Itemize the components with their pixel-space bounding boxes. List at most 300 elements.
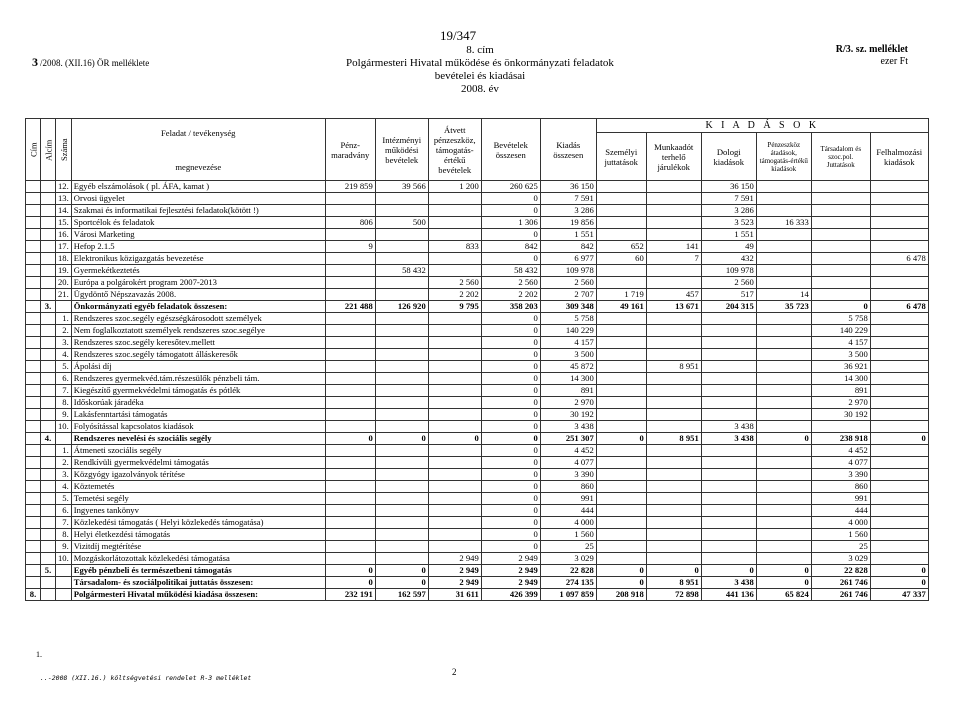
col-penzmaradvany: Pénz-maradvány [325, 119, 375, 181]
table-body [26, 181, 929, 601]
cell-cim [26, 361, 41, 373]
cell-cim [26, 205, 41, 217]
cell-penzmaradvany: 0 [325, 433, 375, 445]
cell-bevetelek: 842 [481, 241, 540, 253]
cell-cim [26, 493, 41, 505]
cell-atvett [428, 253, 481, 265]
cell-felhalmozasi [870, 397, 928, 409]
cell-tarsadalom: 140 229 [811, 325, 870, 337]
cell-munkaado [646, 529, 701, 541]
cell-szama: 4. [56, 481, 72, 493]
cell-name: Nem foglalkoztatott személyek rendszeres szoc.segélye [71, 325, 325, 337]
col-bevetelek: Bevételek összesen [481, 119, 540, 181]
cell-penzmaradvany [325, 361, 375, 373]
header-left [32, 55, 149, 70]
table-row [26, 481, 929, 493]
cell-dologi [701, 409, 756, 421]
cell-bevetelek: 0 [481, 349, 540, 361]
cell-felhalmozasi [870, 193, 928, 205]
cell-kiadas: 274 135 [540, 577, 596, 589]
cell-name: Hefop 2.1.5 [71, 241, 325, 253]
cell-szama: 14. [56, 205, 72, 217]
cell-cim [26, 553, 41, 565]
cell-penzmaradvany [325, 265, 375, 277]
cell-cim [26, 325, 41, 337]
cell-atvett [428, 361, 481, 373]
col-szemelyi: Személyi juttatások [596, 133, 646, 181]
cell-atvett [428, 325, 481, 337]
cell-alcim [41, 553, 56, 565]
cell-intezmenyi [375, 397, 428, 409]
cell-szama: 17. [56, 241, 72, 253]
cell-szemelyi [596, 517, 646, 529]
cell-atvett [428, 205, 481, 217]
table-row [26, 529, 929, 541]
cell-cim [26, 481, 41, 493]
cell-felhalmozasi [870, 277, 928, 289]
cell-intezmenyi: 162 597 [375, 589, 428, 601]
cell-penzmaradvany: 0 [325, 577, 375, 589]
cell-dologi [701, 373, 756, 385]
cell-intezmenyi [375, 529, 428, 541]
table-row [26, 325, 929, 337]
cell-tarsadalom: 3 390 [811, 469, 870, 481]
cell-szama: 3. [56, 469, 72, 481]
cell-cim [26, 349, 41, 361]
col-atvett: Átvett pénzeszköz, támogatás-értékű bevételek [428, 119, 481, 181]
cell-szama: 13. [56, 193, 72, 205]
cell-dologi [701, 541, 756, 553]
cell-munkaado [646, 265, 701, 277]
cell-dologi [701, 349, 756, 361]
cell-penzmaradvany [325, 481, 375, 493]
cell-name: Helyi életkezdési támogatás [71, 529, 325, 541]
cell-felhalmozasi [870, 313, 928, 325]
cell-felhalmozasi [870, 265, 928, 277]
cell-tarsadalom: 238 918 [811, 433, 870, 445]
cell-atvett: 2 949 [428, 565, 481, 577]
cell-szemelyi: 1 719 [596, 289, 646, 301]
table-row [26, 565, 929, 577]
cell-penzeszkoz [756, 181, 811, 193]
title-year: 2008. év [461, 83, 499, 95]
cell-bevetelek: 2 949 [481, 565, 540, 577]
cell-penzeszkoz [756, 541, 811, 553]
cell-szama: 8. [56, 397, 72, 409]
cell-kiadas: 30 192 [540, 409, 596, 421]
cell-felhalmozasi [870, 361, 928, 373]
cell-penzeszkoz [756, 481, 811, 493]
cell-penzmaradvany [325, 229, 375, 241]
cell-atvett: 0 [428, 433, 481, 445]
title-main: Polgármesteri Hivatal működése és önkormányzati feladatok [346, 57, 614, 69]
cell-dologi [701, 529, 756, 541]
cell-szemelyi [596, 325, 646, 337]
cell-atvett [428, 541, 481, 553]
cell-atvett [428, 421, 481, 433]
cell-kiadas: 19 856 [540, 217, 596, 229]
table-row [26, 301, 929, 313]
cell-kiadas: 2 707 [540, 289, 596, 301]
cell-dologi [701, 337, 756, 349]
cell-munkaado [646, 277, 701, 289]
col-szama: Száma [56, 119, 72, 181]
cell-atvett: 833 [428, 241, 481, 253]
cell-szemelyi [596, 385, 646, 397]
cell-kiadas: 4 077 [540, 457, 596, 469]
cell-munkaado [646, 493, 701, 505]
cell-name: Orvosi ügyelet [71, 193, 325, 205]
cell-alcim [41, 217, 56, 229]
cell-intezmenyi [375, 361, 428, 373]
cell-intezmenyi [375, 421, 428, 433]
table-row [26, 553, 929, 565]
cell-kiadas: 45 872 [540, 361, 596, 373]
col-feladat: Feladat / tevékenység megnevezése [71, 119, 325, 181]
cell-tarsadalom: 14 300 [811, 373, 870, 385]
cell-cim [26, 253, 41, 265]
table-row [26, 193, 929, 205]
cell-szama: 6. [56, 373, 72, 385]
cell-dologi [701, 313, 756, 325]
cell-szama: 3. [56, 337, 72, 349]
cell-felhalmozasi [870, 469, 928, 481]
cell-szama: 8. [56, 529, 72, 541]
title-cim: 8. cím [466, 44, 494, 56]
cell-penzeszkoz [756, 205, 811, 217]
cell-cim [26, 241, 41, 253]
cell-kiadas: 4 157 [540, 337, 596, 349]
cell-szama: 15. [56, 217, 72, 229]
cell-alcim: 4. [41, 433, 56, 445]
cell-dologi: 3 523 [701, 217, 756, 229]
cell-name: Közgyógy igazolványok térítése [71, 469, 325, 481]
cell-atvett [428, 457, 481, 469]
cell-szemelyi [596, 421, 646, 433]
cell-szemelyi [596, 493, 646, 505]
cell-szama: 10. [56, 421, 72, 433]
cell-cim: 8. [26, 589, 41, 601]
table-row [26, 205, 929, 217]
cell-tarsadalom [811, 253, 870, 265]
cell-szemelyi [596, 373, 646, 385]
cell-intezmenyi [375, 193, 428, 205]
cell-intezmenyi [375, 277, 428, 289]
cell-felhalmozasi [870, 517, 928, 529]
cell-munkaado: 141 [646, 241, 701, 253]
table-row [26, 589, 929, 601]
cell-intezmenyi [375, 505, 428, 517]
cell-cim [26, 193, 41, 205]
cell-szama: 1. [56, 313, 72, 325]
cell-penzeszkoz [756, 361, 811, 373]
cell-intezmenyi [375, 553, 428, 565]
cell-alcim [41, 457, 56, 469]
cell-tarsadalom: 3 029 [811, 553, 870, 565]
cell-penzmaradvany [325, 517, 375, 529]
table-row [26, 409, 929, 421]
budget-table [25, 118, 929, 601]
cell-alcim [41, 265, 56, 277]
cell-szemelyi [596, 361, 646, 373]
cell-name: Folyósítással kapcsolatos kiadások [71, 421, 325, 433]
cell-alcim [41, 421, 56, 433]
cell-cim [26, 229, 41, 241]
table-row [26, 349, 929, 361]
cell-szemelyi [596, 469, 646, 481]
cell-name: Ingyenes tankönyv [71, 505, 325, 517]
cell-kiadas: 444 [540, 505, 596, 517]
cell-atvett [428, 349, 481, 361]
cell-name: Társadalom- és szociálpolitikai juttatás összesen: [71, 577, 325, 589]
cell-munkaado [646, 385, 701, 397]
cell-felhalmozasi [870, 337, 928, 349]
cell-intezmenyi [375, 253, 428, 265]
cell-felhalmozasi: 6 478 [870, 301, 928, 313]
cell-penzeszkoz: 0 [756, 577, 811, 589]
cell-szemelyi [596, 349, 646, 361]
cell-cim [26, 313, 41, 325]
cell-intezmenyi: 126 920 [375, 301, 428, 313]
cell-alcim [41, 373, 56, 385]
cell-munkaado [646, 397, 701, 409]
cell-tarsadalom [811, 421, 870, 433]
table-row [26, 241, 929, 253]
cell-penzeszkoz [756, 469, 811, 481]
cell-munkaado [646, 421, 701, 433]
cell-kiadas: 3 029 [540, 553, 596, 565]
header-right [808, 44, 908, 68]
cell-szemelyi [596, 205, 646, 217]
cell-name: Rendszeres gyermekvéd.tám.részesülők pénzbeli tám. [71, 373, 325, 385]
cell-szama [56, 301, 72, 313]
cell-felhalmozasi: 0 [870, 433, 928, 445]
cell-penzeszkoz [756, 277, 811, 289]
cell-munkaado [646, 445, 701, 457]
cell-atvett [428, 493, 481, 505]
cell-name: Köztemetés [71, 481, 325, 493]
cell-penzmaradvany [325, 409, 375, 421]
cell-szemelyi: 652 [596, 241, 646, 253]
cell-cim [26, 265, 41, 277]
cell-szemelyi [596, 397, 646, 409]
cell-bevetelek: 0 [481, 325, 540, 337]
cell-dologi [701, 517, 756, 529]
cell-szemelyi [596, 337, 646, 349]
cell-tarsadalom [811, 193, 870, 205]
cell-penzeszkoz [756, 457, 811, 469]
cell-szama: 12. [56, 181, 72, 193]
cell-szemelyi [596, 229, 646, 241]
cell-munkaado [646, 193, 701, 205]
cell-kiadas: 1 551 [540, 229, 596, 241]
cell-penzeszkoz: 35 723 [756, 301, 811, 313]
cell-name: Polgármesteri Hivatal működési kiadása összesen: [71, 589, 325, 601]
cell-alcim [41, 577, 56, 589]
cell-bevetelek: 0 [481, 253, 540, 265]
title-block [300, 44, 660, 96]
cell-szama: 18. [56, 253, 72, 265]
cell-atvett [428, 217, 481, 229]
cell-alcim [41, 493, 56, 505]
cell-dologi: 0 [701, 565, 756, 577]
cell-cim [26, 445, 41, 457]
cell-kiadas: 3 286 [540, 205, 596, 217]
cell-atvett: 1 200 [428, 181, 481, 193]
cell-dologi [701, 553, 756, 565]
margin-mark: 1. [36, 650, 42, 659]
cell-penzeszkoz [756, 385, 811, 397]
cell-szama: 7. [56, 385, 72, 397]
cell-alcim [41, 361, 56, 373]
cell-szemelyi: 0 [596, 433, 646, 445]
cell-szemelyi [596, 193, 646, 205]
cell-munkaado [646, 229, 701, 241]
cell-intezmenyi [375, 541, 428, 553]
table-row [26, 385, 929, 397]
cell-alcim [41, 541, 56, 553]
table-row [26, 289, 929, 301]
cell-name: Egyéb pénzbeli és természetbeni támogatás [71, 565, 325, 577]
cell-dologi [701, 385, 756, 397]
cell-penzeszkoz [756, 397, 811, 409]
cell-felhalmozasi [870, 409, 928, 421]
cell-dologi [701, 361, 756, 373]
table-row [26, 397, 929, 409]
cell-penzeszkoz [756, 553, 811, 565]
cell-tarsadalom: 3 500 [811, 349, 870, 361]
table-row [26, 217, 929, 229]
cell-cim [26, 301, 41, 313]
cell-atvett: 2 560 [428, 277, 481, 289]
cell-felhalmozasi: 6 478 [870, 253, 928, 265]
cell-bevetelek: 0 [481, 433, 540, 445]
cell-kiadas: 251 307 [540, 433, 596, 445]
cell-munkaado: 8 951 [646, 433, 701, 445]
cell-dologi [701, 325, 756, 337]
cell-penzeszkoz [756, 373, 811, 385]
cell-felhalmozasi [870, 553, 928, 565]
cell-dologi: 7 591 [701, 193, 756, 205]
cell-intezmenyi: 58 432 [375, 265, 428, 277]
cell-szama: 9. [56, 541, 72, 553]
cell-kiadas: 1 560 [540, 529, 596, 541]
cell-munkaado [646, 217, 701, 229]
cell-name: Temetési segély [71, 493, 325, 505]
cell-tarsadalom [811, 217, 870, 229]
cell-szama: 4. [56, 349, 72, 361]
cell-alcim [41, 181, 56, 193]
cell-szama [56, 577, 72, 589]
cell-cim [26, 385, 41, 397]
table-row [26, 361, 929, 373]
cell-name: Városi Marketing [71, 229, 325, 241]
cell-bevetelek: 0 [481, 457, 540, 469]
cell-szemelyi [596, 445, 646, 457]
table-row [26, 277, 929, 289]
cell-penzeszkoz [756, 493, 811, 505]
cell-kiadas: 3 500 [540, 349, 596, 361]
cell-kiadas: 4 452 [540, 445, 596, 457]
cell-penzeszkoz [756, 265, 811, 277]
cell-cim [26, 373, 41, 385]
cell-alcim [41, 529, 56, 541]
cell-cim [26, 397, 41, 409]
cell-tarsadalom [811, 229, 870, 241]
cell-tarsadalom: 36 921 [811, 361, 870, 373]
cell-munkaado [646, 181, 701, 193]
cell-szemelyi: 0 [596, 565, 646, 577]
cell-name: Rendszeres nevelési és szociális segély [71, 433, 325, 445]
cell-intezmenyi [375, 481, 428, 493]
col-group-kiadasok: K I A D Á S O K [596, 119, 928, 133]
footer-note: ..-2008 (XII.16.) költségvetési rendelet R-3 melléklet [40, 674, 252, 682]
cell-tarsadalom: 5 758 [811, 313, 870, 325]
cell-penzeszkoz: 16 333 [756, 217, 811, 229]
cell-munkaado [646, 541, 701, 553]
col-felhalmozasi: Felhalmozási kiadások [870, 133, 928, 181]
cell-szemelyi [596, 505, 646, 517]
cell-felhalmozasi: 0 [870, 577, 928, 589]
cell-penzeszkoz [756, 349, 811, 361]
cell-felhalmozasi [870, 481, 928, 493]
cell-penzmaradvany: 9 [325, 241, 375, 253]
cell-bevetelek: 0 [481, 541, 540, 553]
footer-page-number: 2 [452, 667, 457, 677]
cell-atvett [428, 445, 481, 457]
cell-atvett: 9 795 [428, 301, 481, 313]
cell-name: Vizitdíj megtérítése [71, 541, 325, 553]
cell-felhalmozasi [870, 505, 928, 517]
cell-szemelyi [596, 553, 646, 565]
cell-intezmenyi [375, 349, 428, 361]
annex-label: R/3. sz. melléklet [835, 44, 908, 55]
cell-alcim: 3. [41, 301, 56, 313]
cell-intezmenyi: 0 [375, 565, 428, 577]
cell-atvett [428, 337, 481, 349]
cell-kiadas: 991 [540, 493, 596, 505]
cell-atvett [428, 409, 481, 421]
cell-kiadas: 3 390 [540, 469, 596, 481]
cell-szemelyi: 0 [596, 577, 646, 589]
cell-szama [56, 433, 72, 445]
cell-intezmenyi [375, 241, 428, 253]
cell-penzeszkoz [756, 445, 811, 457]
cell-penzeszkoz [756, 337, 811, 349]
cell-intezmenyi: 39 566 [375, 181, 428, 193]
cell-cim [26, 433, 41, 445]
cell-alcim [41, 289, 56, 301]
cell-penzeszkoz: 0 [756, 433, 811, 445]
cell-munkaado [646, 469, 701, 481]
cell-dologi: 36 150 [701, 181, 756, 193]
regulation-ref: /2008. (XII.16) ÖR melléklete [40, 58, 150, 68]
cell-alcim [41, 277, 56, 289]
table-row [26, 541, 929, 553]
cell-bevetelek: 0 [481, 445, 540, 457]
cell-intezmenyi [375, 337, 428, 349]
cell-szama: 19. [56, 265, 72, 277]
cell-penzmaradvany [325, 421, 375, 433]
cell-dologi: 517 [701, 289, 756, 301]
cell-kiadas: 4 000 [540, 517, 596, 529]
cell-tarsadalom: 860 [811, 481, 870, 493]
cell-szama: 6. [56, 505, 72, 517]
cell-szemelyi [596, 277, 646, 289]
cell-tarsadalom: 444 [811, 505, 870, 517]
cell-alcim [41, 397, 56, 409]
cell-dologi [701, 469, 756, 481]
